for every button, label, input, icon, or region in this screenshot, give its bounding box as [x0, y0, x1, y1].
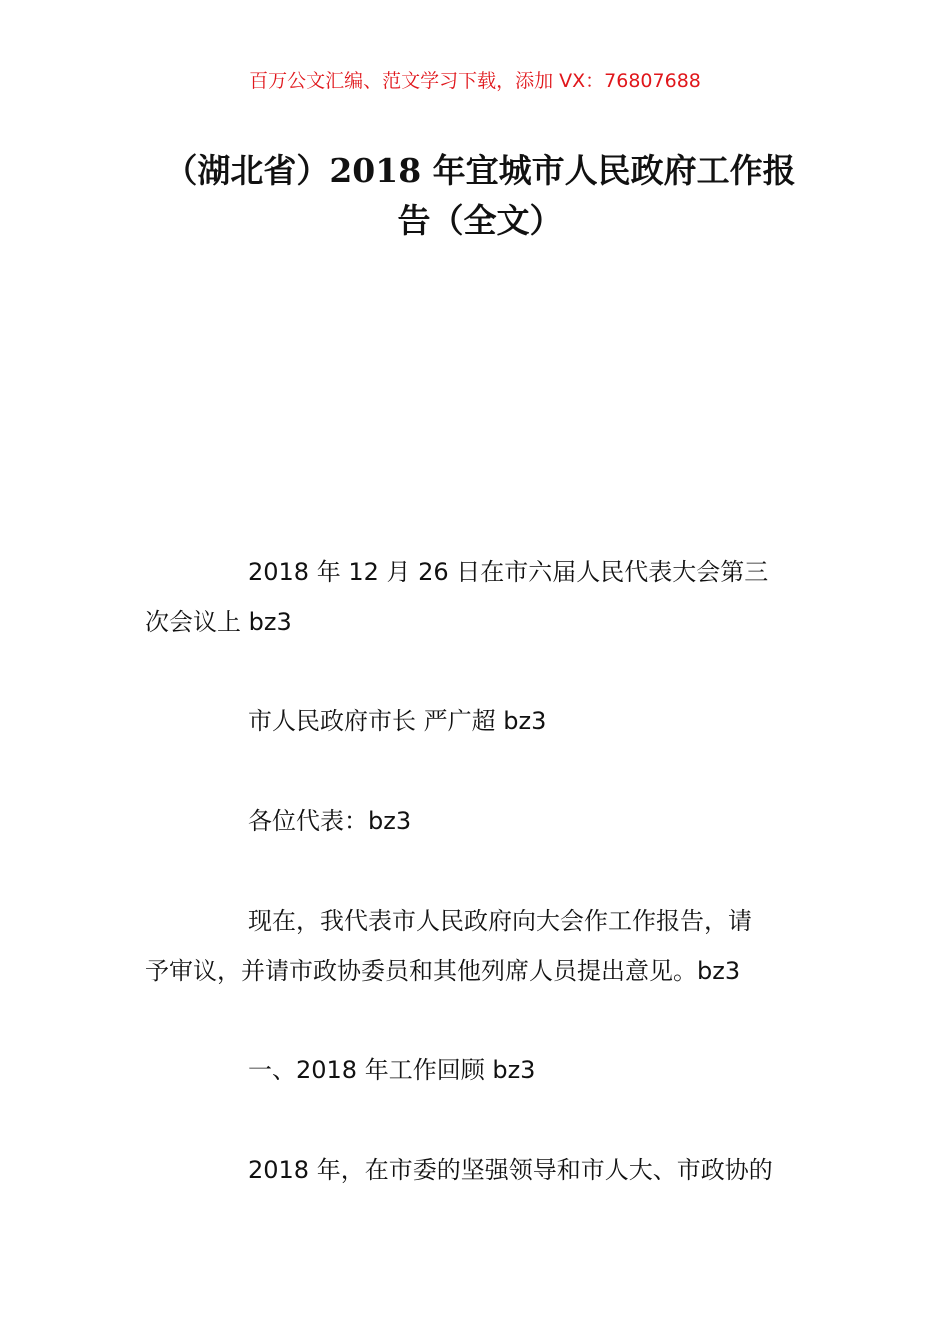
paragraph-line: 次会议上 bz3: [145, 608, 292, 636]
title-line-2: 告（全文）: [397, 201, 563, 240]
paragraph-line: 现在，我代表市人民政府向大会作工作报告，请: [248, 907, 752, 935]
title-line-1: （湖北省）2018 年宜城市人民政府工作报: [164, 151, 796, 190]
paragraph-line: 各位代表：bz3: [248, 807, 412, 835]
paragraph-line: 2018 年 12 月 26 日在市六届人民代表大会第三: [248, 558, 769, 586]
paragraph-line: 市人民政府市长 严广超 bz3: [248, 707, 547, 735]
section-heading: 一、2018 年工作回顾 bz3: [248, 1056, 536, 1084]
watermark-banner: 百万公文汇编、范文学习下载，添加 VX：76807688: [249, 70, 701, 92]
paragraph-line: 2018 年，在市委的坚强领导和市人大、市政协的: [248, 1156, 773, 1184]
paragraph-line: 予审议，并请市政协委员和其他列席人员提出意见。bz3: [145, 957, 741, 985]
document-title: [140, 146, 820, 246]
